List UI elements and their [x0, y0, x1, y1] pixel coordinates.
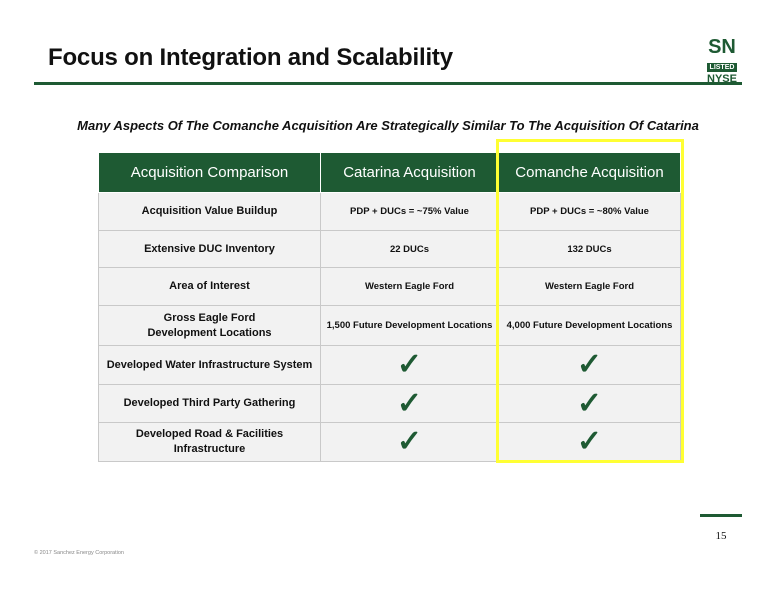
- row-label-line: Acquisition Value Buildup: [141, 205, 278, 217]
- comanche-value-cell: PDP + DUCs = ~80% Value: [499, 193, 681, 231]
- header-catarina-acquisition: Catarina Acquisition: [321, 153, 499, 193]
- header-acquisition-comparison: Acquisition Comparison: [99, 153, 321, 193]
- row-label: [99, 231, 321, 268]
- checkmark-icon: ✓: [396, 348, 423, 381]
- row-label-line: Developed Water Infrastructure System: [106, 358, 313, 371]
- page-number-rule: [700, 514, 742, 517]
- catarina-checkmark-cell: [321, 423, 499, 462]
- checkmark-icon: ✓: [576, 386, 603, 420]
- comanche-value-cell: 4,000 Future Development Locations: [499, 306, 681, 346]
- comanche-highlight-box: [496, 139, 684, 463]
- catarina-value-cell: 22 DUCs: [321, 231, 499, 268]
- row-label-line: Development Locations: [147, 326, 272, 339]
- row-label: [99, 268, 321, 306]
- row-label-line: Developed Third Party Gathering: [123, 397, 296, 409]
- row-label-line: Gross Eagle Ford: [163, 311, 256, 324]
- catarina-value-cell: 1,500 Future Development Locations: [321, 306, 499, 346]
- page-number: 15: [715, 530, 727, 542]
- comanche-value-cell: Western Eagle Ford: [499, 268, 681, 306]
- copyright-notice: © 2017 Sanchez Energy Corporation: [34, 550, 124, 556]
- checkmark-icon: ✓: [396, 425, 423, 458]
- catarina-checkmark-cell: [321, 346, 499, 385]
- row-label: [99, 306, 321, 346]
- checkmark-icon: ✓: [576, 348, 603, 381]
- logo-listed: LISTED: [707, 63, 738, 72]
- catarina-value-cell: Western Eagle Ford: [321, 268, 499, 306]
- logo-ticker: SN: [708, 36, 736, 58]
- row-label: [99, 423, 321, 462]
- checkmark-icon: ✓: [396, 386, 423, 420]
- catarina-checkmark-cell: [321, 385, 499, 423]
- row-label-line: Extensive DUC Inventory: [144, 242, 275, 255]
- logo-exchange: NYSE: [707, 73, 737, 85]
- title-underline: [34, 82, 742, 85]
- header-comanche-acquisition: Comanche Acquisition: [499, 153, 681, 193]
- row-label: [99, 346, 321, 385]
- row-label: [99, 193, 321, 231]
- row-label: [99, 385, 321, 423]
- slide-title: Focus on Integration and Scalability: [48, 44, 453, 71]
- checkmark-icon: ✓: [576, 425, 603, 458]
- comanche-value-cell: 132 DUCs: [499, 231, 681, 268]
- catarina-value-cell: PDP + DUCs = ~75% Value: [321, 193, 499, 231]
- slide-subtitle: Many Aspects Of The Comanche Acquisition Are Strategically Similar To The Acquisition Of Catarina: [77, 118, 699, 133]
- sn-nyse-logo: [700, 38, 744, 85]
- row-label-line: Developed Road & Facilities: [135, 428, 284, 440]
- row-label-line: Infrastructure: [173, 443, 246, 455]
- row-label-line: Area of Interest: [169, 280, 250, 292]
